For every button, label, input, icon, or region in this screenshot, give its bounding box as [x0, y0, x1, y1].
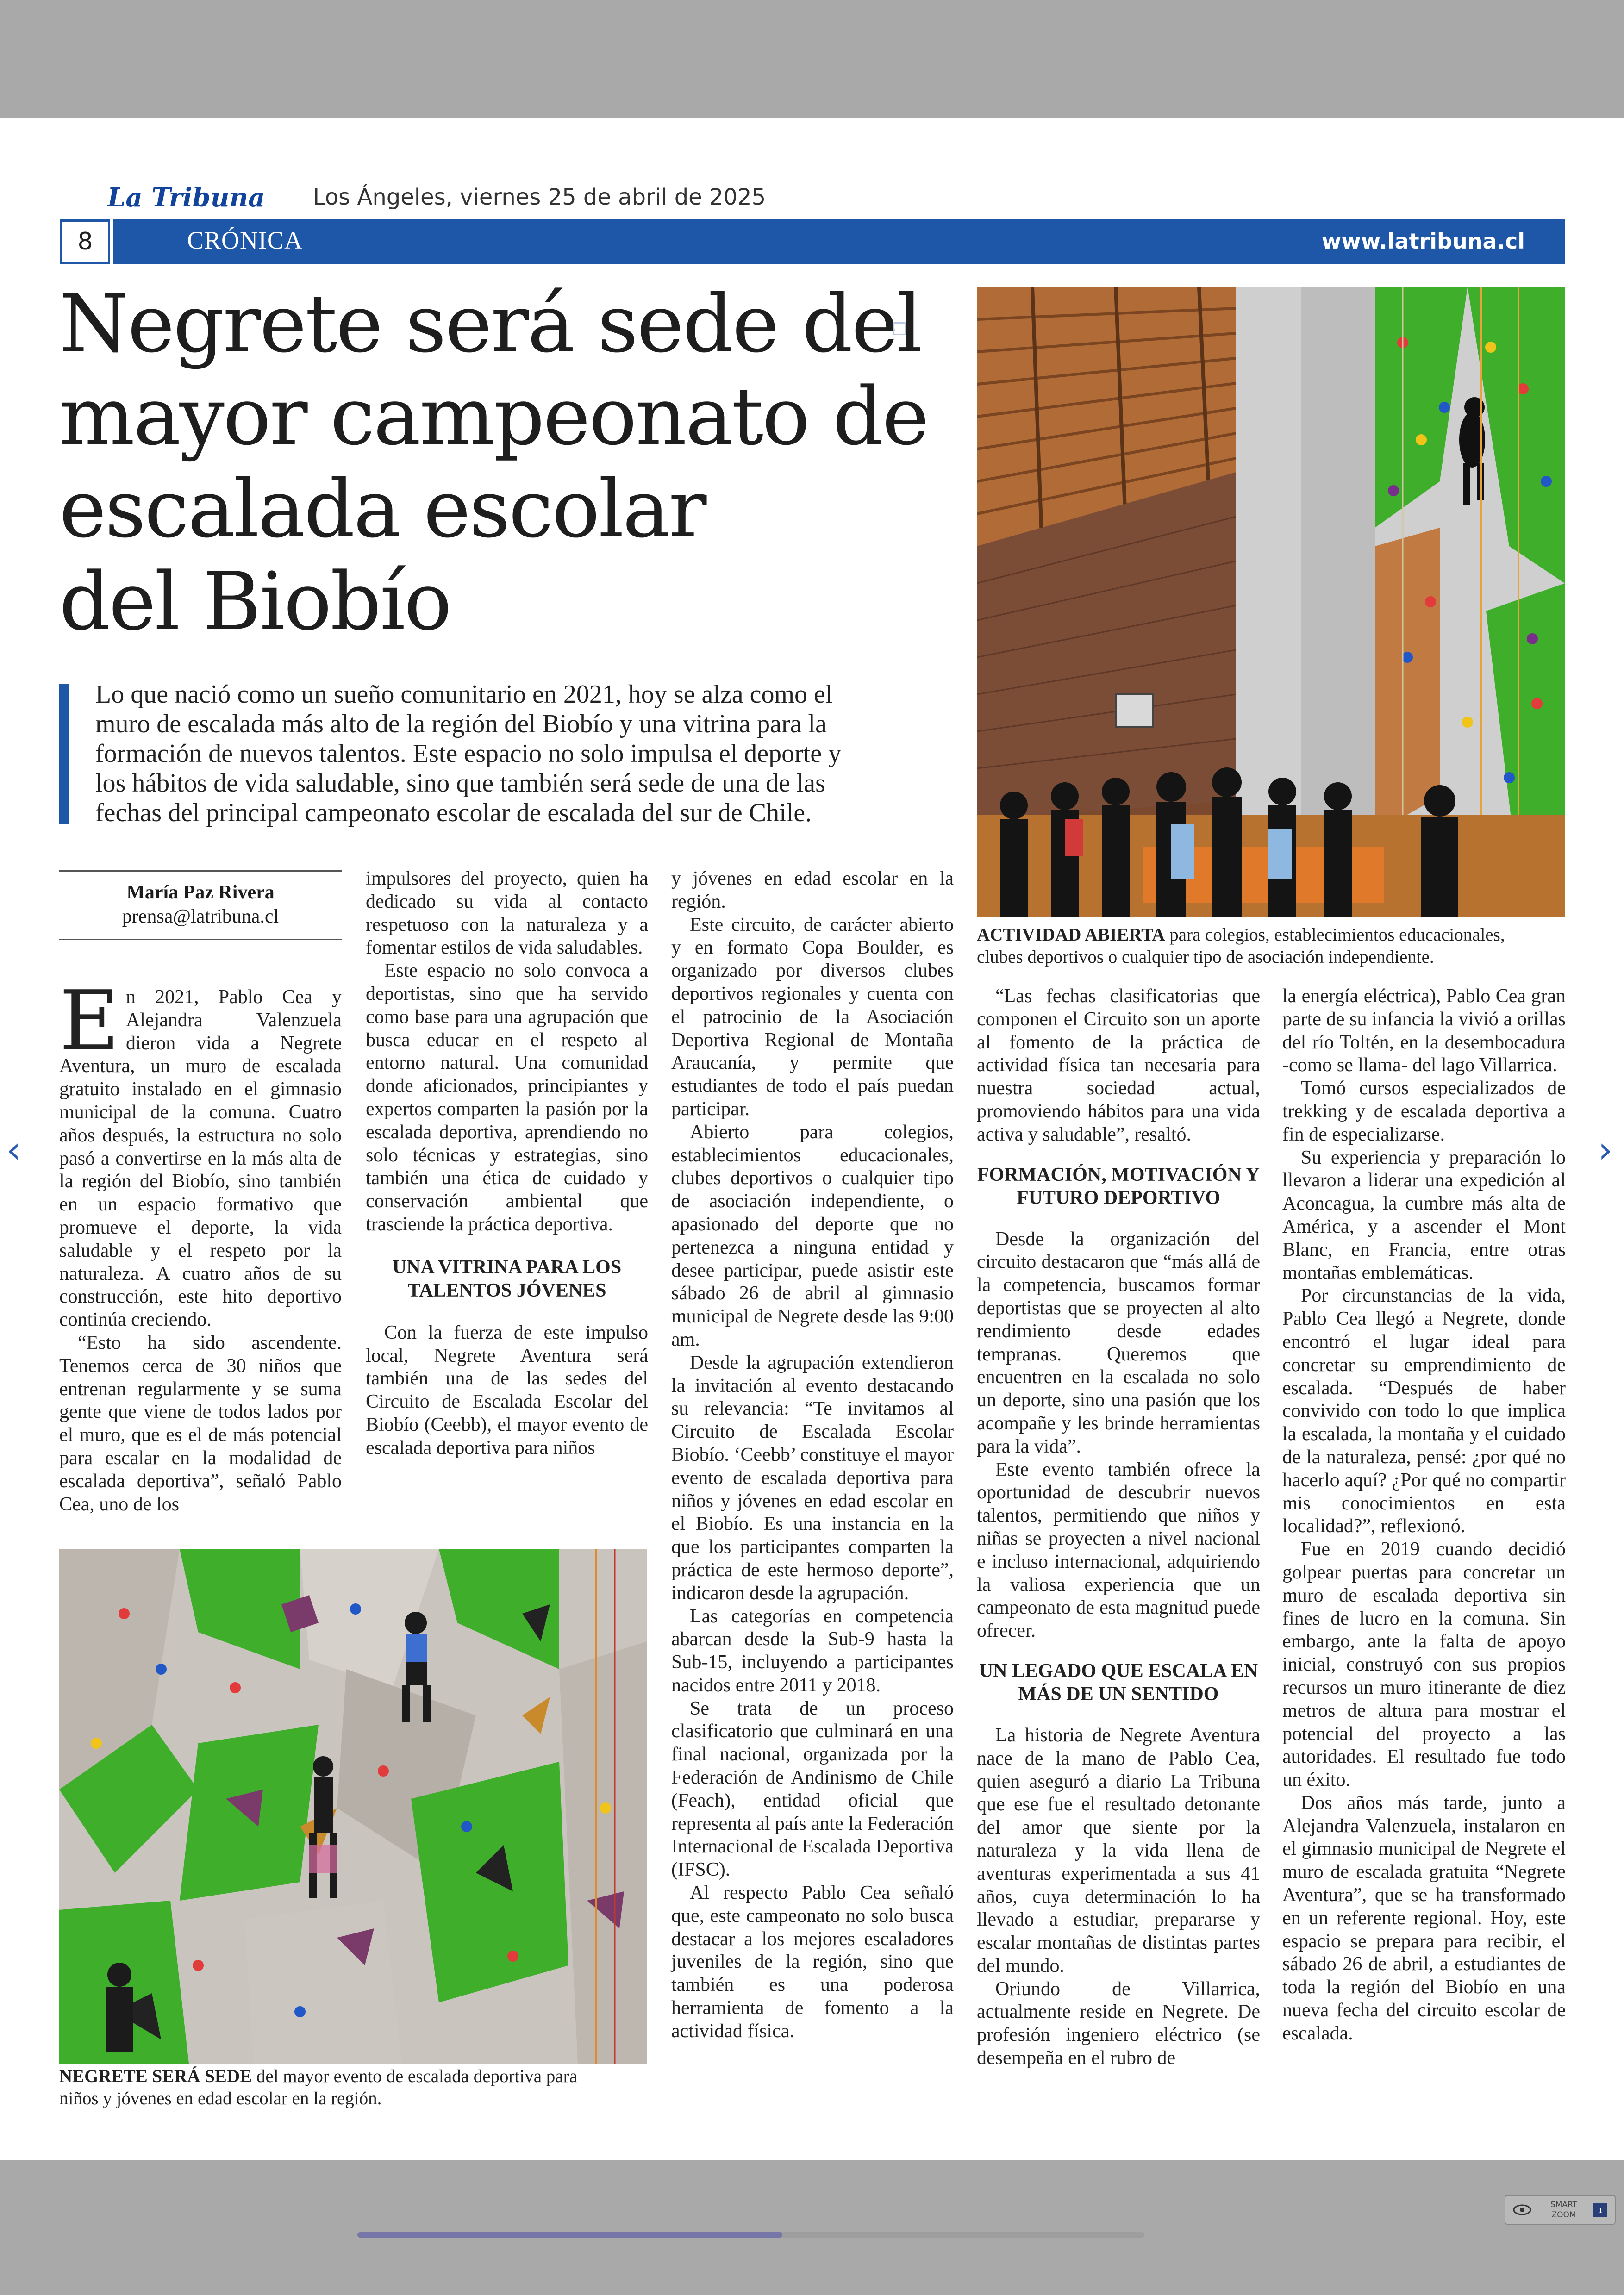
smart-zoom-label-line: SMART: [1550, 2200, 1578, 2209]
subheading: FORMACIÓN, MOTIVACIÓN Y FUTURO DEPORTIVO: [977, 1164, 1260, 1209]
headline-line: del Biobío: [59, 555, 451, 648]
eye-icon: [1512, 2202, 1532, 2217]
lede-line: formación de nuevos talentos. Este espacio no solo impulsa el deporte y: [95, 739, 842, 768]
smart-zoom-button[interactable]: [1505, 2195, 1616, 2225]
scrollbar-thumb[interactable]: [357, 2232, 782, 2238]
article-paragraph: la energía eléctrica), Pablo Cea gran parte de su infancia la vivió a orillas del río Toltén, en la desembocadura -como se llama- del lago Villarrica.: [1282, 985, 1566, 1076]
article-paragraph: Abierto para colegios, establecimientos educacionales, clubes deportivos o cualquier tipo de asociación independiente, o apasionado del deporte que no pertenezca a ninguna entidad y desee participar, puede asistir este sábado 26 de abril al gimnasio municipal de Negrete desde las 9:00 am.: [671, 1121, 954, 1350]
dateline: Los Ángeles, viernes 25 de abril de 2025: [313, 184, 766, 210]
lede-line: muro de escalada más alto de la región del Biobío y una vitrina para la: [95, 710, 827, 738]
caption-bold: NEGRETE SERÁ SEDE: [59, 2066, 252, 2086]
subheading: UN LEGADO QUE ESCALA EN MÁS DE UN SENTIDO: [979, 1660, 1258, 1705]
article-paragraph: Fue en 2019 cuando decidió golpear puertas para concretar un muro de escalada deportiva sin fines de lucro en la comuna. Sin embargo, ante la falta de apoyo inicial, construyó con sus propios recursos un muro itinerante de diez metros de altura para mostrar el potencial del proyecto a las autoridades. El resultado fue todo un éxito.: [1282, 1539, 1566, 1791]
caption-bold: ACTIVIDAD ABIERTA: [977, 925, 1165, 945]
article-column-1: [59, 973, 342, 1516]
article-paragraph: La historia de Negrete Aventura nace de la mano de Pablo Cea, quien aseguró a diario La Tribuna que ese fue el resultado detonante del amor que siente por la naturaleza y la vida llena de aventuras experimentada a sus 41 años, cuya determinación lo ha llevado a estudiar, prepararse y escalar montañas de distintas partes del mundo.: [977, 1724, 1260, 1977]
article-paragraph: Al respecto Pablo Cea señaló que, este campeonato no solo busca destacar a los mejores escaladores juveniles de la región, sino que también es una poderosa herramienta de fomento a la actividad física.: [671, 1882, 954, 2042]
lede-line: fechas del principal campeonato escolar de escalada del sur de Chile.: [95, 798, 812, 827]
caption-text: del mayor evento de escalada deportiva para: [252, 2066, 577, 2086]
article-column-5: [1282, 985, 1566, 2046]
website-url: www.latribuna.cl: [1321, 229, 1525, 254]
article-paragraph: impulsores del proyecto, quien ha dedicado su vida al contacto respetuoso con la naturaleza y a fomentar estilos de vida saludables.: [366, 868, 648, 959]
byline-name: María Paz Rivera: [126, 882, 275, 903]
photo-climbing-event: [977, 287, 1565, 917]
article-paragraph: “Las fechas clasificatorias que componen el Circuito son un aporte al fomento de la práctica de actividad física tan necesaria para nuestra sociedad actual, promoviendo hábitos para una vida activa y saludable”, resaltó.: [977, 985, 1260, 1145]
page-scrollbar[interactable]: [357, 2232, 1144, 2238]
photo-caption-bottom: [59, 2065, 647, 2110]
article-paragraph: Con la fuerza de este impulso local, Negrete Aventura será también una de las sedes del Circuito de Escalada Escolar del Biobío (Ceebb), el mayor evento de escalada deportiva para niños: [366, 1322, 648, 1459]
article-paragraph: Desde la agrupación extendieron la invitación al evento destacando su relevancia: “Te invitamos al Circuito de Escalada Escolar Biobío. ‘Ceebb’ constituye el mayor evento de escalada deportiva para niños y jóvenes en edad escolar en el Biobío. Es una instancia en la que los participantes comparten la práctica de este hermoso deporte”, indicaron desde la agrupación.: [671, 1352, 954, 1604]
article-paragraph: Desde la organización del circuito destacaron que “más allá de la competencia, buscamos formar deportistas que se proyecten al alto rendimiento desde edades tempranas. Queremos que encuentren en la escalada no solo un deporte, sino una pasión que los acompañe y les brinde herramientas para la vida”.: [977, 1228, 1260, 1457]
climbing-gym-photo: [977, 287, 1565, 917]
climbing-wall-photo: [59, 1549, 647, 2064]
article-column-3: [671, 867, 954, 2043]
article-column-2: [366, 867, 648, 1460]
article-paragraph: Por circunstancias de la vida, Pablo Cea llegó a Negrete, donde encontró el lugar ideal para concretar su emprendimiento de escalada. “Después de haber convivido con todo lo que implica la escalada, la montaña y el cuidado de la naturaleza, pensé: ¿por qué no hacerlo aquí? ¿Por qué no compartir mis conocimientos en esta localidad?”, reflexionó.: [1282, 1285, 1566, 1537]
caption-text: clubes deportivos o cualquier tipo de asociación independiente.: [977, 947, 1434, 967]
article-paragraph: Se trata de un proceso clasificatorio que culminará en una final nacional, organizada por la Federación de Andinismo de Chile (Feach), entidad oficial que representa al país ante la Federación Internacional de Escalada Deportiva (IFSC).: [671, 1697, 954, 1881]
smart-zoom-label: [1541, 2200, 1587, 2220]
byline-rule: [59, 939, 342, 940]
article-paragraph: Las categorías en competencia abarcan desde la Sub-9 hasta la Sub-15, incluyendo a participantes nacidos entre 2011 y 2018.: [671, 1605, 954, 1696]
headline: [59, 278, 939, 648]
page-number: 8: [60, 219, 110, 264]
article-paragraph: Este espacio no solo convoca a deportistas, sino que ha servido como base para una agrupación que busca educar en el respeto al entorno natural. Una comunidad donde aficionados, principiantes y expertos comparten la pasión por la escalada deportiva, aprendiendo no solo técnicas y estrategias, sino también una ética de cuidado y conservación ambiental que trasciende la práctica deportiva.: [366, 960, 648, 1235]
byline-rule: [59, 870, 342, 872]
article-paragraph: Dos años más tarde, junto a Alejandra Valenzuela, instalaron en el gimnasio municipal de Negrete el muro de escalada gratuita “Negrete Aventura”, que se ha transformado en un referente regional. Hoy, este espacio se prepara para recibir, el sábado 26 de abril, a estudiantes de toda la región del Biobío en una nueva fecha del circuito escolar de escalada.: [1282, 1792, 1566, 2044]
section-name: CRÓNICA: [187, 226, 303, 254]
previous-page-arrow-icon[interactable]: ‹: [6, 1129, 21, 1171]
article-paragraph: [59, 973, 342, 1332]
subheading: UNA VITRINA PARA LOS TALENTOS JÓVENES: [392, 1256, 622, 1301]
article-paragraph: “Esto ha sido ascendente. Tenemos cerca de 30 niños que entrenan regularmente y se suma gente que viene de todos lados por el muro, que es el de más potencial para escalar en la modalidad de escalada deportiva”, señaló Pablo Cea, uno de los: [59, 1332, 342, 1515]
drop-cap: E: [59, 973, 119, 1069]
article-paragraph: Este circuito, de carácter abierto y en formato Copa Boulder, es organizado por diversos clubes deportivos regionales y cuenta con el patrocinio de la Asociación Deportiva Regional de Montaña Araucanía, y permite que estudiantes de todo el país puedan participar.: [671, 914, 954, 1120]
photo-caption-top: [977, 924, 1565, 968]
caption-text: niños y jóvenes en edad escolar en la región.: [59, 2089, 382, 2108]
lede-line: los hábitos de vida saludable, sino que también será sede de una de las: [95, 769, 825, 798]
newspaper-logo: La Tribuna: [107, 182, 265, 213]
byline-email[interactable]: prensa@latribuna.cl: [122, 906, 279, 927]
caption-text: para colegios, establecimientos educacionales,: [1165, 925, 1505, 945]
note-icon[interactable]: [893, 322, 906, 335]
photo-climbing-wall: [59, 1549, 647, 2064]
headline-line: escalada escolar: [59, 462, 706, 555]
lede-accent-bar: [59, 684, 69, 824]
article-column-4: [977, 985, 1260, 2070]
article-paragraph: Tomó cursos especializados de trekking y de escalada deportiva a fin de especializarse.: [1282, 1078, 1566, 1145]
lede: [95, 680, 947, 828]
section-band: [113, 219, 1565, 264]
article-paragraph: y jóvenes en edad escolar en la región.: [671, 868, 954, 912]
article-paragraph: Oriundo de Villarrica, actualmente reside en Negrete. De profesión ingeniero eléctrico (se desempeña en el rubro de: [977, 1978, 1260, 2069]
article-paragraph: Su experiencia y preparación lo llevaron a liderar una expedición al Aconcagua, la cumbre más alta de América, y a ascender el Mont Blanc, en Francia, entre otras montañas emblemáticas.: [1282, 1147, 1566, 1284]
next-page-arrow-icon[interactable]: ›: [1598, 1129, 1613, 1171]
headline-line: Negrete será sede del: [59, 277, 922, 370]
headline-line: mayor campeonato de: [59, 370, 928, 463]
article-paragraph: Este evento también ofrece la oportunidad de descubrir nuevos talentos, permitiendo que niños y niñas se proyecten a nivel nacional e incluso internacional, adquiriendo la valiosa experiencia que un campeonato de esta magnitud puede ofrecer.: [977, 1459, 1260, 1642]
smart-zoom-badge: 1: [1593, 2203, 1607, 2217]
section-bar: [60, 219, 1565, 264]
paragraph-text: n 2021, Pablo Cea y Alejandra Valenzuela dieron vida a Negrete Aventura, un muro de escalada gratuito instalado en el gimnasio municipal de la comuna. Cuatro años después, la estructura no solo pasó a convertirse en la más alta de la región del Biobío, sino también en un espacio formativo que promueve el deporte, la vida saludable y el respeto por la naturaleza. A cuatro años de su construcción, este hito deportivo continúa creciendo.: [59, 986, 342, 1331]
lede-line: Lo que nació como un sueño comunitario en 2021, hoy se alza como el: [95, 680, 833, 709]
smart-zoom-label-line: ZOOM: [1551, 2210, 1576, 2220]
